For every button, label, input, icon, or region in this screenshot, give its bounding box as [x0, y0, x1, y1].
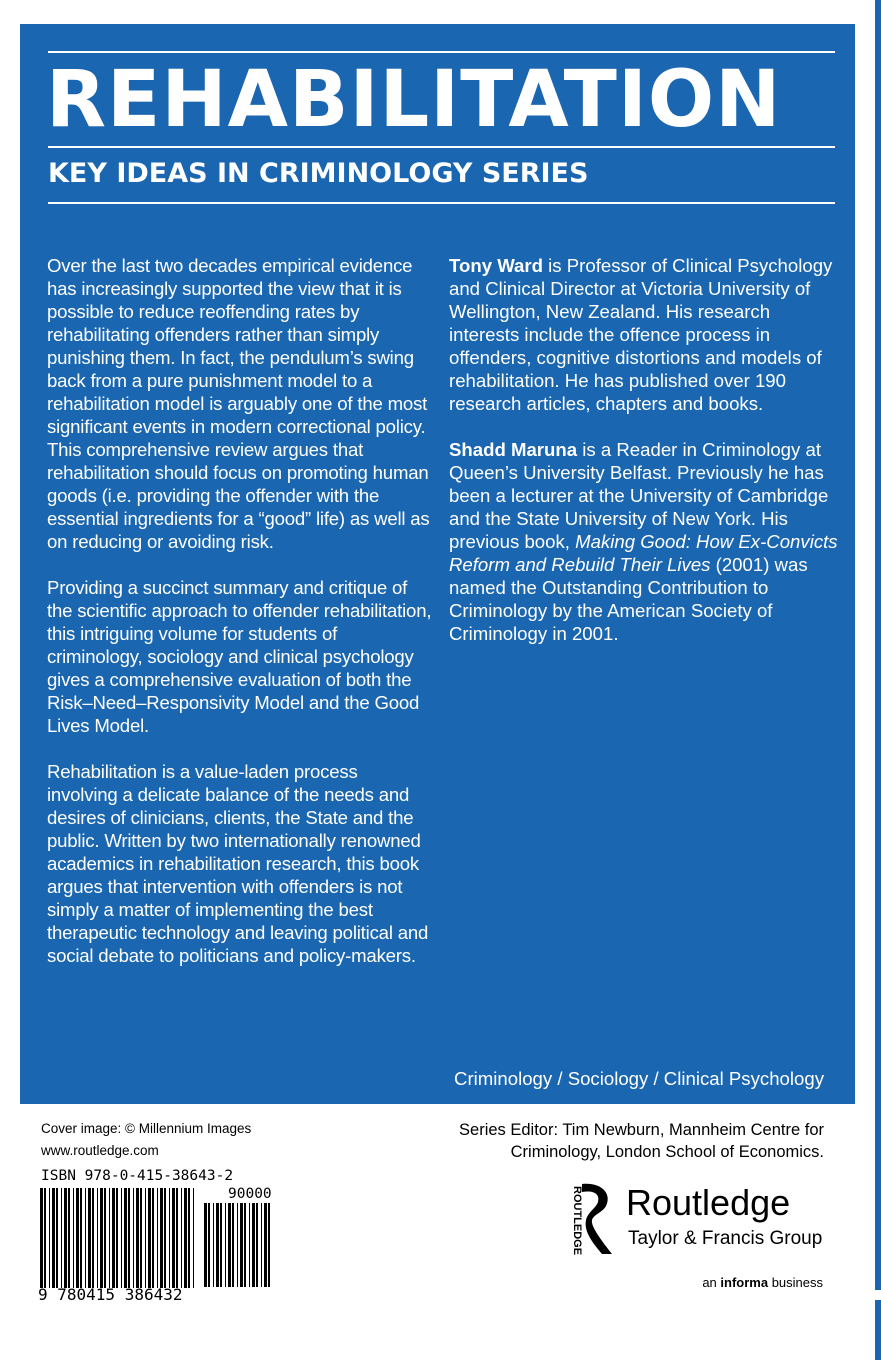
informa-brand: informa	[720, 1275, 769, 1290]
author-bio-ward	[449, 254, 839, 415]
book-title: REHABILITATION	[46, 55, 782, 145]
author-bio-ward-text: is Professor of Clinical Psychology and Clinical Director at Victoria University of Wellington, New Zealand. His research interests include the offence process in offenders, cognitive distortions and models of rehabilitation. He has published over 190 research articles, chapters and books.	[449, 255, 833, 414]
blurb-paragraph-1: Over the last two decades empirical evidence has increasingly supported the view that it is possible to reduce reoffending rates by rehabilitating offenders rather than simply punishing them. In fact, the pendulum’s swing back from a pure punishment model to a rehabilitation model is arguably one of the most significant events in modern correctional policy. This comprehensive review argues that rehabilitation should focus on promoting human goods (i.e. providing the offender with the essential ingredients for a “good” life) as well as on reducing or avoiding risk.	[47, 255, 430, 552]
series-rule	[48, 202, 835, 204]
author-bio-maruna-text: is a Reader in Criminology at Queen’s University Belfast. Previously he has been a lecturer at the University of Cambridge and the State University of New York. His previous book,	[449, 439, 829, 552]
author-bio-maruna-end: (2001) was named the Outstanding Contribution to Criminology by the American Society of Criminology in 2001.	[449, 554, 808, 644]
author-bio-maruna	[449, 438, 839, 645]
spine-edge-lower	[875, 1300, 881, 1360]
author-name-ward: Tony Ward	[449, 255, 543, 276]
cover-image-credit: Cover image: © Millennium Images	[41, 1121, 252, 1136]
barcode-main-icon	[38, 1188, 198, 1288]
previous-book-title: Making Good: How Ex-Convicts Reform and Rebuild Their Lives	[449, 531, 838, 575]
spine-edge	[875, 0, 881, 1290]
isbn-number: ISBN 978-0-415-38643-2	[41, 1168, 234, 1184]
series-editor	[459, 1119, 824, 1163]
series-editor-line-2: Criminology, London School of Economics.	[510, 1143, 824, 1161]
routledge-logo-icon	[562, 1180, 618, 1256]
subject-categories: Criminology / Sociology / Clinical Psychology	[454, 1068, 824, 1089]
series-editor-line-1: Series Editor: Tim Newburn, Mannheim Centre for	[459, 1121, 824, 1139]
logo-vertical-text: ROUTLEDGE	[571, 1186, 583, 1256]
informa-suffix: business	[768, 1275, 823, 1290]
barcode-digits: 9 780415 386432	[38, 1285, 183, 1304]
informa-prefix: an	[702, 1275, 721, 1290]
publisher-name: Routledge	[626, 1182, 791, 1223]
author-bios-column	[449, 254, 839, 668]
publisher-group: Taylor & Francis Group	[628, 1228, 823, 1249]
cover-panel	[20, 24, 855, 1104]
author-name-maruna: Shadd Maruna	[449, 439, 578, 460]
barcode-addon-icon	[202, 1203, 272, 1287]
series-name: KEY IDEAS IN CRIMINOLOGY SERIES	[48, 158, 589, 189]
blurb-paragraph-2: Providing a succinct summary and critique of the scientific approach to offender rehabilitation, this intriguing volume for students of criminology, sociology and clinical psychology gives a comprehensive evaluation of both the Risk–Need–Responsivity Model and the Good Lives Model.	[47, 577, 432, 736]
informa-tagline	[702, 1275, 823, 1290]
blurb-paragraph-3: Rehabilitation is a value-laden process involving a delicate balance of the needs and desires of clinicians, clients, the State and the public. Written by two internationally renowned academics in rehabilitation research, this book argues that intervention with offenders is not simply a matter of implementing the best therapeutic technology and leaving political and social debate to politicians and policy-makers.	[47, 761, 429, 966]
title-rule	[48, 146, 835, 148]
barcode-price-code: 90000	[228, 1186, 272, 1202]
blurb-column	[47, 254, 432, 990]
publisher-website: www.routledge.com	[41, 1143, 159, 1158]
